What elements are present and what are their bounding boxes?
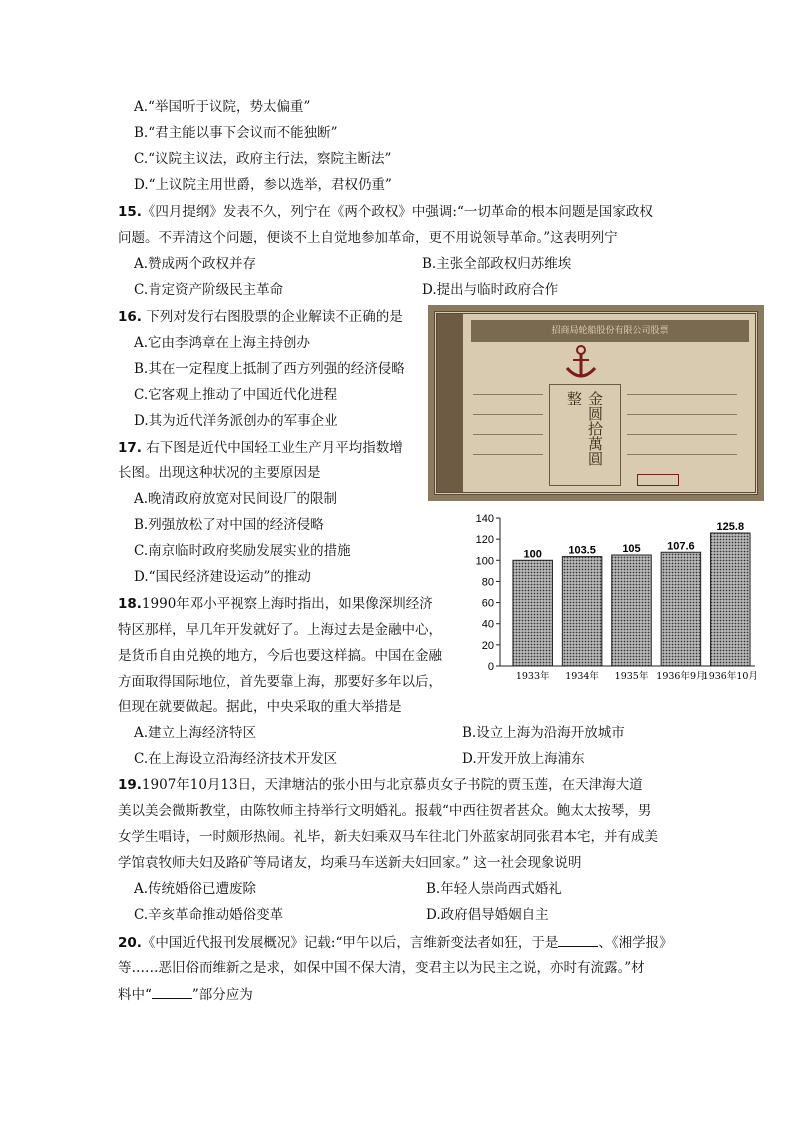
q16-option-c: C.它客观上推动了中国近代化进程 <box>134 387 338 403</box>
q20-blank-1 <box>558 932 598 947</box>
q20-text-1b: 、《湘学报》 <box>598 935 673 951</box>
q20-stem-line3 <box>118 984 253 1005</box>
q17-option-c: C.南京临时政府奖励发展实业的措施 <box>134 543 351 559</box>
q19-number: 19. <box>118 777 142 793</box>
q15-stem-line2: 问题。不弄清这个问题，便谈不上自觉地参加革命，更不用说领导革命。”这表明列宁 <box>118 230 618 246</box>
q18-text-1: 1990年邓小平视察上海时指出，如果像深圳经济 <box>141 596 433 612</box>
stock-amount: 金圆拾萬圓整 <box>565 391 604 466</box>
stock-header-band <box>471 320 749 342</box>
q18-stem-line2: 特区那样，早几年开发就好了。上海过去是金融中心， <box>118 622 442 638</box>
q16-option-d: D.其为近代洋务派创办的军事企业 <box>134 413 338 429</box>
light-industry-index-chart <box>470 508 760 683</box>
q16-stem <box>118 307 403 327</box>
bar-3 <box>661 552 701 666</box>
q14-option-d: D.“上议院主用世爵，参以选举，君权仍重” <box>134 177 392 193</box>
category-label: 1934年 <box>565 671 599 682</box>
q14-option-b: B.“君主能以事下会议而不能独断” <box>134 125 338 141</box>
y-tick-label: 140 <box>475 513 494 525</box>
q17-option-d: D.“国民经济建设运动”的推动 <box>134 569 311 585</box>
stock-side-seal <box>437 314 463 492</box>
y-tick-label: 20 <box>481 639 494 652</box>
q18-stem-line4: 方面取得国际地位，首先要靠上海，那要好多年以后， <box>118 674 442 690</box>
q20-number: 20. <box>118 935 142 951</box>
q15-option-c: C.肯定资产阶级民主革命 <box>134 282 284 298</box>
q15-text-1: 《四月提纲》发表不久，列宁在《两个政权》中强调:“一切革命的根本问题是国家政权 <box>141 204 653 220</box>
q17-option-b: B.列强放松了对中国的经济侵略 <box>134 517 324 533</box>
q20-text-1a: 《中国近代报刊发展概况》记载:“甲午以后，言维新变法者如狂，于是 <box>141 935 559 951</box>
q20-stem-line2: 等……恶旧俗而维新之是求，如保中国不保大清，变君主以为民主之说，亦时有流露。”材 <box>118 960 645 976</box>
q19-stem-line4: 学馆袁牧师夫妇及路矿等局诸友，均乘马车送新夫妇回家。” 这一社会现象说明 <box>118 855 582 871</box>
q17-stem-line1 <box>118 438 403 458</box>
q19-stem-line2: 美以美会微斯教堂，由陈牧师主持举行文明婚礼。报载“中西往贺者甚众。鲍太太按琴，男 <box>118 803 652 819</box>
q18-stem-line5: 但现在就要做起。据此，中央采取的重大举措是 <box>118 699 402 715</box>
q18-number: 18. <box>118 596 142 612</box>
y-tick-label: 80 <box>481 576 494 589</box>
bar-1 <box>562 557 602 666</box>
q18-stem-line3: 是货币自由兑换的地方，今后也要这样搞。中国在金融 <box>118 648 442 664</box>
category-label: 1935年 <box>614 671 649 682</box>
q15-option-a: A.赞成两个政权并存 <box>134 256 257 272</box>
stock-amount-box <box>549 384 621 486</box>
y-tick-label: 60 <box>481 597 494 610</box>
q19-option-c: C.辛亥革命推动婚俗变革 <box>134 907 284 923</box>
q19-text-1: 1907年10月13日，天津塘沽的张小田与北京慕贞女子书院的贾玉莲，在天津海大道 <box>141 777 643 793</box>
q17-number: 17. <box>118 440 142 456</box>
q20-text-3b: ”部分应为 <box>191 987 253 1003</box>
y-tick-label: 0 <box>487 661 494 673</box>
q17-stem-line2: 长图。出现这种状况的主要原因是 <box>118 465 321 481</box>
category-label: 1936年10月 <box>702 671 758 682</box>
q18-stem-line1 <box>118 594 433 614</box>
q16-text: 下列对发行右图股票的企业解读不正确的是 <box>146 309 403 325</box>
stock-serial-box <box>637 474 679 486</box>
q20-text-3a: 料中“ <box>118 987 152 1003</box>
category-label: 1936年9月 <box>656 671 706 682</box>
q16-number: 16. <box>118 309 142 325</box>
bar-value-label: 107.6 <box>667 540 695 553</box>
y-tick-label: 120 <box>475 534 494 547</box>
q19-option-b: B.年轻人崇尚西式婚礼 <box>426 881 562 897</box>
q14-option-a: A.“举国听于议院，势太偏重” <box>134 99 311 115</box>
q19-stem-line3: 女学生唱诗，一时颇形热闹。礼毕，新夫妇乘双马车往北门外蓝家胡同张君本宅，并有成美 <box>118 829 658 845</box>
bar-value-label: 103.5 <box>568 544 596 557</box>
bar-0 <box>513 560 553 666</box>
stock-certificate-image <box>428 305 764 501</box>
q18-option-d: D.开发开放上海浦东 <box>462 751 585 767</box>
q17-text-1: 右下图是近代中国轻工业生产月平均指数增 <box>146 440 403 456</box>
stock-title: 招商局轮船股份有限公司股票 <box>551 326 669 336</box>
q19-option-d: D.政府倡导婚姻自主 <box>426 907 549 923</box>
q15-number: 15. <box>118 204 142 220</box>
q16-option-b: B.其在一定程度上抵制了西方列强的经济侵略 <box>134 361 405 377</box>
q15-stem-line1 <box>118 202 653 222</box>
bar-value-label: 100 <box>523 548 542 561</box>
q18-option-c: C.在上海设立沿海经济技术开发区 <box>134 751 338 767</box>
q20-stem-line1 <box>118 932 673 953</box>
bar-value-label: 105 <box>622 543 641 555</box>
q14-option-c: C.“议院主议法，政府主行法，察院主断法” <box>134 151 392 167</box>
y-tick-label: 40 <box>481 618 494 631</box>
bar-value-label: 125.8 <box>716 521 745 534</box>
anchor-emblem-icon <box>557 342 605 382</box>
q16-option-a: A.它由李鸿章在上海主持创办 <box>134 335 311 351</box>
bar-2 <box>612 555 652 666</box>
category-label: 1933年 <box>515 671 550 682</box>
q19-stem-line1 <box>118 775 643 795</box>
bar-4 <box>711 533 751 666</box>
q15-option-b: B.主张全部政权归苏维埃 <box>422 256 572 272</box>
q15-option-d: D.提出与临时政府合作 <box>422 282 559 298</box>
q18-option-a: A.建立上海经济特区 <box>134 725 257 741</box>
q20-blank-2 <box>152 984 192 999</box>
y-tick-label: 100 <box>475 555 494 568</box>
q19-option-a: A.传统婚俗已遭废除 <box>134 881 257 897</box>
q17-option-a: A.晚清政府放宽对民间设厂的限制 <box>134 491 338 507</box>
q18-option-b: B.设立上海为沿海开放城市 <box>462 725 625 741</box>
